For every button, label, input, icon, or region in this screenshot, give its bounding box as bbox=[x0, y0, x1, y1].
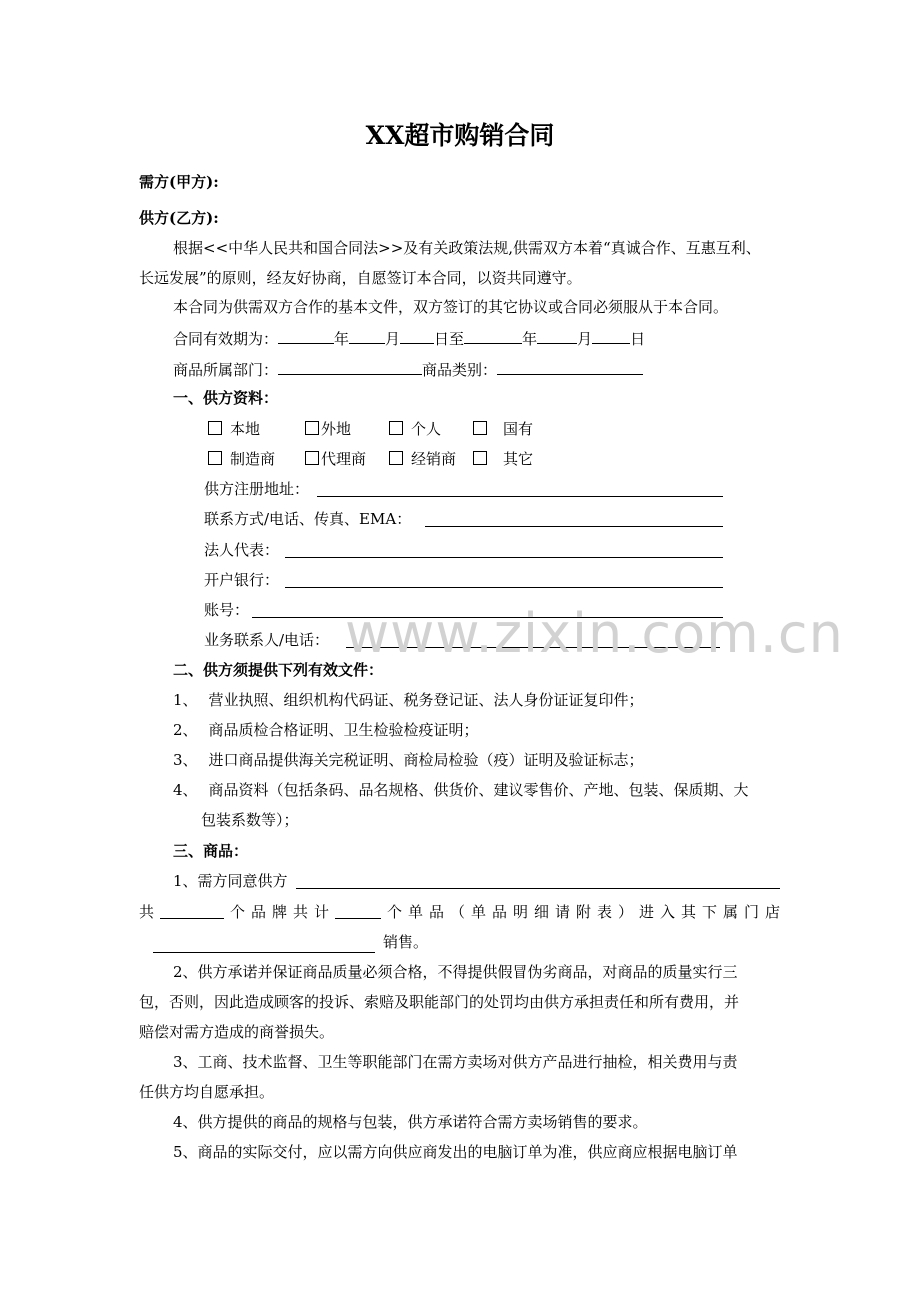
field-line-contact[interactable] bbox=[425, 526, 723, 527]
clause-char: 品 bbox=[491, 903, 507, 921]
category-label: 商品类别： bbox=[422, 361, 498, 379]
clause-char: 个 bbox=[229, 903, 245, 921]
checkbox-label: 个人 bbox=[411, 420, 442, 438]
doc-item-4 bbox=[173, 780, 749, 800]
doc-item-3 bbox=[173, 750, 644, 770]
validity-row bbox=[173, 327, 645, 349]
clause-char: 店 bbox=[764, 903, 780, 921]
clause-1-line-2 bbox=[139, 902, 780, 922]
intro-line-2: 长远发展”的原则，经友好协商，自愿签订本合同，以资共同遵守。 bbox=[139, 269, 582, 287]
field-label-address: 供方注册地址： bbox=[204, 480, 310, 498]
checkbox-icon[interactable] bbox=[473, 421, 487, 435]
clause-char: 门 bbox=[743, 903, 759, 921]
checkbox-local[interactable] bbox=[208, 419, 260, 439]
clause-char: 附 bbox=[575, 903, 591, 921]
item-count-blank[interactable] bbox=[335, 902, 381, 919]
end-year-blank[interactable] bbox=[464, 327, 522, 344]
dept-blank[interactable] bbox=[278, 358, 422, 375]
clause-char: 牌 bbox=[271, 903, 287, 921]
clause-5: 5、商品的实际交付，应以需方向供应商发出的电脑订单为准，供应商应根据电脑订单 bbox=[173, 1143, 738, 1161]
clause-char: 请 bbox=[554, 903, 570, 921]
clause-char: 品 bbox=[250, 903, 266, 921]
field-label-contact: 联系方式/电话、传真、EMA： bbox=[204, 510, 412, 528]
checkbox-icon[interactable] bbox=[389, 451, 403, 465]
item-number: 3、 bbox=[173, 751, 198, 769]
checkbox-manufacturer[interactable] bbox=[208, 449, 275, 469]
clause-char: 进 bbox=[638, 903, 654, 921]
clause-1-supplier-blank[interactable] bbox=[296, 888, 780, 889]
document-title: XX超市购销合同 bbox=[365, 121, 555, 150]
checkbox-state-owned[interactable] bbox=[473, 419, 533, 439]
checkbox-label: 外地 bbox=[321, 420, 352, 438]
clause-1-lead: 1、需方同意供方 bbox=[173, 872, 288, 890]
checkbox-label: 代理商 bbox=[321, 450, 367, 468]
clause-char: 个 bbox=[386, 903, 402, 921]
checkbox-other[interactable] bbox=[473, 449, 533, 469]
clause-char: 其 bbox=[680, 903, 696, 921]
clause-char: 表 bbox=[596, 903, 612, 921]
doc-item-1 bbox=[173, 690, 644, 710]
checkbox-individual[interactable] bbox=[389, 419, 441, 439]
checkbox-label: 其它 bbox=[503, 450, 534, 468]
seller-label: 供方(乙方): bbox=[139, 209, 219, 227]
day-to-label: 日至 bbox=[434, 330, 465, 348]
item-number: 1、 bbox=[173, 691, 198, 709]
dept-label: 商品所属部门： bbox=[173, 361, 279, 379]
watermark: www.zixin.com.cn bbox=[345, 602, 844, 665]
item-number: 4、 bbox=[173, 781, 198, 799]
doc-item-2 bbox=[173, 720, 479, 740]
end-month-blank[interactable] bbox=[537, 327, 577, 344]
section-2-heading: 二、供方须提供下列有效文件： bbox=[173, 661, 384, 679]
clause-char: 下 bbox=[701, 903, 717, 921]
item-number: 2、 bbox=[173, 721, 198, 739]
clause-4: 4、供方提供的商品的规格与包装，供方承诺符合需方卖场销售的要求。 bbox=[173, 1113, 648, 1131]
start-day-blank[interactable] bbox=[400, 327, 434, 344]
clause-2-line-1: 2、供方承诺并保证商品质量必须合格，不得提供假冒伪劣商品，对商品的质量实行三 bbox=[173, 963, 738, 981]
item-text: 进口商品提供海关完税证明、商检局检验（疫）证明及验证标志； bbox=[208, 751, 644, 769]
year-label-2: 年 bbox=[522, 330, 538, 348]
checkbox-label: 经销商 bbox=[411, 450, 457, 468]
clause-2-line-3: 赔偿对需方造成的商誉损失。 bbox=[139, 1023, 335, 1041]
day-label: 日 bbox=[630, 330, 646, 348]
year-label: 年 bbox=[334, 330, 350, 348]
dept-row bbox=[173, 358, 643, 380]
checkbox-distributor[interactable] bbox=[389, 449, 456, 469]
checkbox-icon[interactable] bbox=[389, 421, 403, 435]
checkbox-icon[interactable] bbox=[208, 421, 222, 435]
field-label-legal-rep: 法人代表： bbox=[204, 541, 280, 559]
store-blank[interactable] bbox=[153, 952, 375, 953]
clause-char: ） bbox=[617, 903, 633, 921]
field-label-bank: 开户银行： bbox=[204, 571, 280, 589]
item-text: 营业执照、组织机构代码证、税务登记证、法人身份证证复印件； bbox=[208, 691, 644, 709]
clause-char: 细 bbox=[533, 903, 549, 921]
clause-char: 属 bbox=[722, 903, 738, 921]
start-year-blank[interactable] bbox=[278, 327, 334, 344]
intro-line-1: 根据<<中华人民共和国合同法>>及有关政策法规,供需双方本着“真诚合作、互惠互利、 bbox=[173, 239, 761, 257]
clause-char: 单 bbox=[407, 903, 423, 921]
checkbox-label: 本地 bbox=[230, 420, 261, 438]
clause-char: 品 bbox=[428, 903, 444, 921]
clause-3-line-1: 3、工商、技术监督、卫生等职能部门在需方卖场对供方产品进行抽检，相关费用与责 bbox=[173, 1053, 738, 1071]
end-day-blank[interactable] bbox=[592, 327, 630, 344]
checkbox-icon[interactable] bbox=[208, 451, 222, 465]
checkbox-label: 国有 bbox=[503, 420, 534, 438]
checkbox-nonlocal[interactable] bbox=[305, 419, 351, 439]
field-label-account: 账号： bbox=[204, 601, 250, 619]
item-text: 商品资料（包括条码、品名规格、供货价、建议零售价、产地、包装、保质期、大 bbox=[208, 781, 749, 799]
clause-char: 入 bbox=[659, 903, 675, 921]
category-blank[interactable] bbox=[497, 358, 643, 375]
doc-item-4-continued: 包装系数等）； bbox=[201, 811, 299, 829]
clause-char: 共 bbox=[139, 903, 155, 921]
clause-char: 计 bbox=[313, 903, 329, 921]
checkbox-icon[interactable] bbox=[305, 421, 319, 435]
section-1-heading: 一、供方资料： bbox=[173, 389, 279, 407]
brand-count-blank[interactable] bbox=[160, 902, 224, 919]
month-label: 月 bbox=[385, 330, 401, 348]
clause-char: 共 bbox=[292, 903, 308, 921]
item-text: 商品质检合格证明、卫生检验检疫证明； bbox=[208, 721, 479, 739]
field-line-legal-rep[interactable] bbox=[285, 557, 723, 558]
clause-char: 单 bbox=[470, 903, 486, 921]
checkbox-icon[interactable] bbox=[305, 451, 319, 465]
buyer-label: 需方(甲方): bbox=[139, 173, 219, 191]
checkbox-agent[interactable] bbox=[305, 449, 366, 469]
checkbox-label: 制造商 bbox=[230, 450, 276, 468]
intro-paragraph-2: 本合同为供需双方合作的基本文件，双方签订的其它协议或合同必须服从于本合同。 bbox=[173, 298, 729, 316]
checkbox-icon[interactable] bbox=[473, 451, 487, 465]
clause-3-line-2: 任供方均自愿承担。 bbox=[139, 1083, 275, 1101]
clause-1-end: 销售。 bbox=[383, 933, 429, 951]
field-line-bank[interactable] bbox=[285, 587, 723, 588]
month-label-2: 月 bbox=[577, 330, 593, 348]
section-3-heading: 三、商品： bbox=[173, 842, 249, 860]
field-label-business-contact: 业务联系人/电话： bbox=[204, 631, 330, 649]
clause-char: 明 bbox=[512, 903, 528, 921]
field-line-address[interactable] bbox=[317, 496, 723, 497]
clause-char: （ bbox=[449, 903, 465, 921]
validity-label: 合同有效期为： bbox=[173, 330, 279, 348]
clause-2-line-2: 包，否则，因此造成顾客的投诉、索赔及职能部门的处罚均由供方承担责任和所有费用，并 bbox=[139, 993, 740, 1011]
start-month-blank[interactable] bbox=[349, 327, 385, 344]
